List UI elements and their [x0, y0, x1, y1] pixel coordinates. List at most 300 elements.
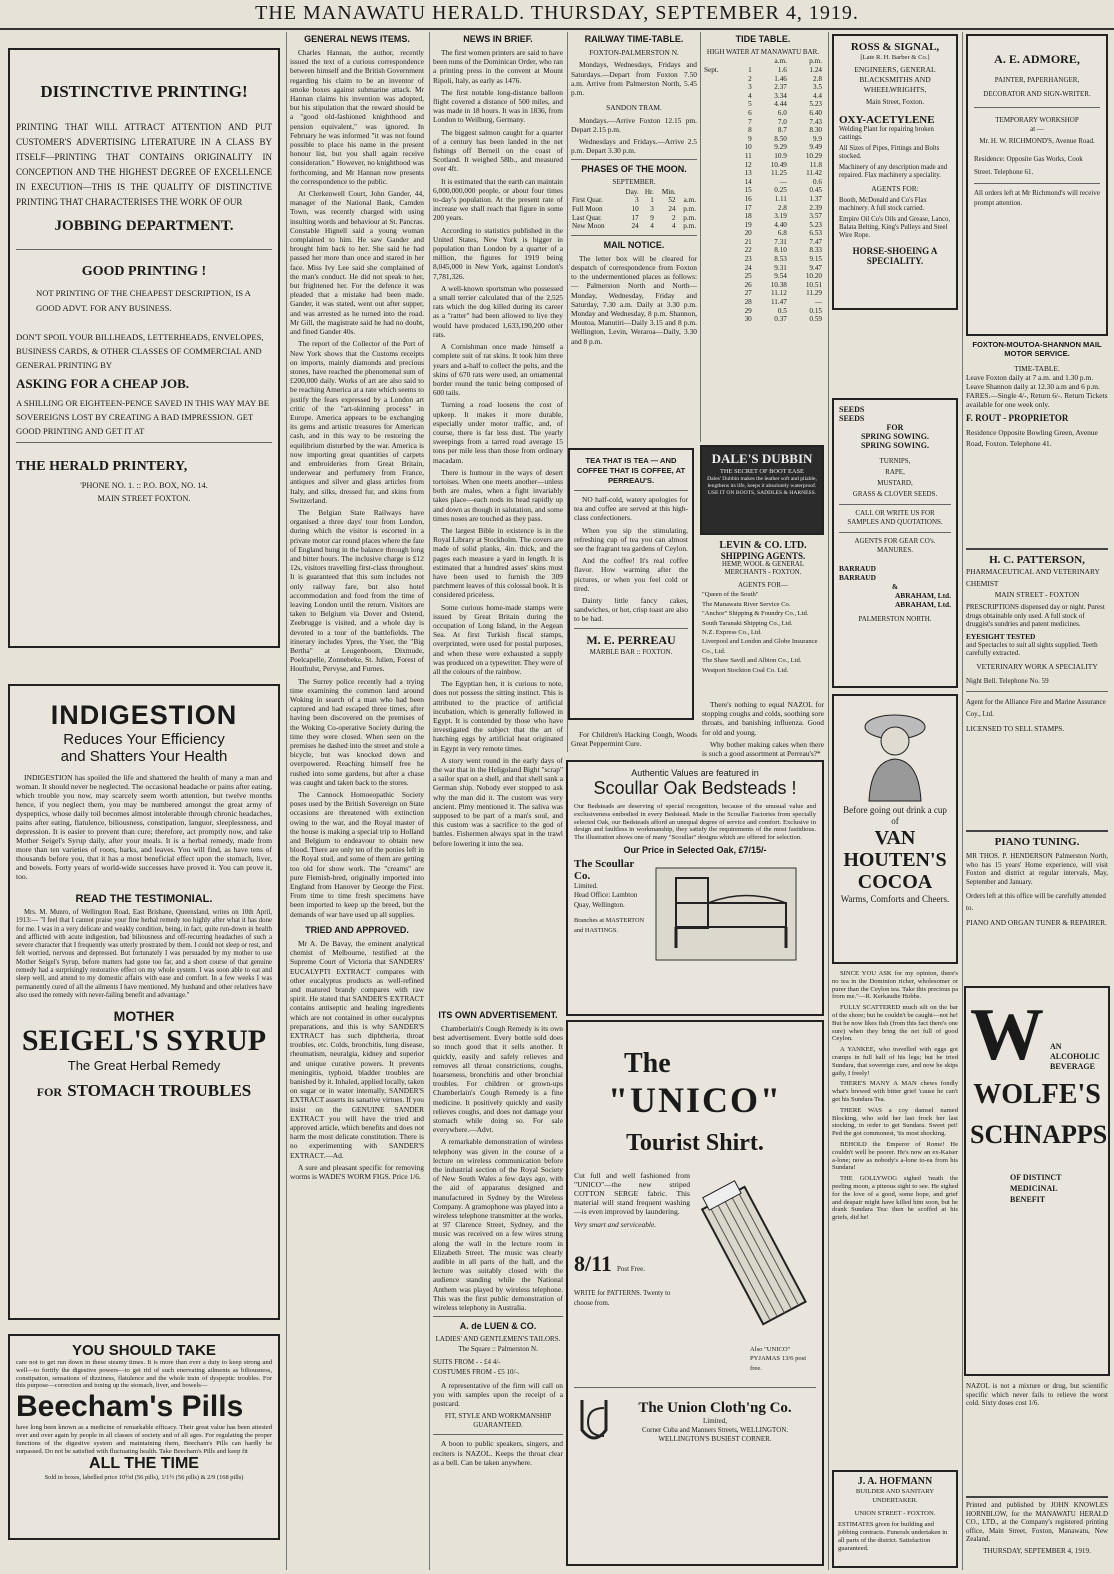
seeds-advert [832, 398, 958, 688]
tide-cell: 3.19 [774, 212, 787, 221]
levin-agent-item: The Manawatu River Service Co. [702, 600, 791, 608]
seeds-for: FOR [886, 423, 904, 432]
advt-heading: ITS OWN ADVERTISEMENT. [438, 1010, 558, 1020]
tide-cell: 3 [748, 83, 752, 92]
admore-richmond: Mr. H. W. RICHMOND'S, Avenue Road. [979, 136, 1095, 145]
tide-row [703, 118, 823, 127]
moon-cell: 4 [672, 222, 676, 231]
patterson-name: H. C. PATTERSON, [989, 554, 1085, 566]
tea-body: And the coffee! It's real coffee flavor. How warming after the pictures, or when you feel cold or tired. [574, 556, 688, 593]
hofmann-advert [832, 1470, 958, 1568]
beecham-advert [8, 1334, 280, 1540]
tide-cell: 9.9 [813, 134, 822, 143]
moon-cell: a.m. [683, 196, 696, 205]
moon-cell: 52 [668, 196, 676, 205]
hofmann-addr: UNION STREET - FOXTON. [854, 1509, 936, 1517]
tide-cell: 10.38 [770, 280, 787, 289]
save-text: A SHILLING OR EIGHTEEN-PENCE SAVED IN THIS WAY MAY BE SOVEREIGNS LOST BY CREATING A BAD IMPRESSION. GET GOOD PRINTING AND GET IT AT [16, 398, 269, 436]
news-brief-para: Turning a road loosens the cost of upkeep. It makes it more durable, especially under motor traffic, and, of course, there is far less dust. The yearly sweepings from a tarred road average 15 tons per mile less than those from ordinary macadam. [433, 400, 563, 465]
masthead-title: THE MANAWATU HERALD. THURSDAY, SEPTEMBER 4, 1919. [0, 2, 1114, 30]
vh-warms: Warms, Comforts and Cheers. [840, 894, 950, 904]
scoullar-office: Head Office: Lambton Quay, Wellington. [574, 891, 638, 909]
tide-row [703, 126, 823, 135]
news-brief-para: A Cornishman once made himself a complete suit of rat skins. It took him three years and a-half to collect the pelts, and the skins of 670 rats were used, an ornamental border round the tunic being composed of 600 tails. [433, 342, 563, 398]
tide-row [703, 298, 823, 307]
fit-text: FIT, STYLE AND WORKMANSHIP GUARANTEED. [444, 1411, 552, 1429]
tide-row [703, 92, 823, 101]
tide-cell: 11.29 [806, 289, 822, 298]
tide-cell: 11 [744, 151, 752, 160]
tide-cell [703, 204, 735, 213]
admore-res: Residence: Opposite Gas Works, Cook Street. Telephone 61. [974, 154, 1083, 176]
tide-cell: 2.8 [813, 74, 822, 83]
moon-col: Day. [625, 187, 639, 196]
seed-item: RAPE, [885, 468, 905, 476]
hofmann-body: ESTIMATES given for building and jobbing contracts. Funerals undertaken in all parts of the district. Satisfaction guaranteed. [838, 1521, 948, 1552]
general-news-para: The Cannock Homoeopathic Society poses used by the British Sovereign on State occasions are threatened with extinction owing to the war, and the Royal master of the house is making a special trip to Holland and Belgium to endeavour to obtain new blood. There are only ten of the ponies left in the Royal stud, and some of them are getting too old for show work. The "creams" are pure Flemish-bred, originally imported into England from Hanover by George the First. From time to time fresh specimens have been imported to keep up the breed, but the demands of war have used up all supplies. [290, 790, 424, 919]
tide-cell [703, 272, 735, 281]
news-brief-para: The biggest salmon caught for a quarter of a century has been landed in the net fishings off Berneil on the coast of Scotland. It weighed 58lb., and measured over 4ft. [433, 127, 563, 174]
moon-cell: 24 [631, 222, 639, 231]
tide-cell: 0.25 [774, 186, 787, 195]
admore-sub: PAINTER, PAPERHANGER, DECORATOR AND SIGN-WRITER. [983, 76, 1091, 98]
general-news-para: The Belgian State Railways have organised a three days' tour from London, during which the visitor is escorted in a private motor car round places where the fate of England hung in the balance through long and bitter hours. The inclusive charge is £12 12s, visitors travelling first-class throughout. It is guaranteed that this sum includes not only railway fare, but also hotel accommodation and food from the time of leaving London until the return. Visitors are taken to Belgium via Dover and Ostend, Zeebrugge is visited, and a whole day is devoted to a tour of the battlefields. The itinerary includes Ypres, the Yser, the "Big Bertha" at Leugenboom, Dixmude, Poelcapelle, Zonnebeke, St. Julien, Forest of Houthulst, Pervyse, and Furnes. [290, 507, 424, 674]
mail-service-res: Residence Opposite Bowling Green, Avenue Road, Foxton. Telephone 41. [966, 428, 1098, 449]
union-co: The Union Cloth'ng Co. [638, 1399, 792, 1416]
tide-cell: 1.24 [809, 66, 822, 74]
scoullar-pre: Authentic Values are featured in [631, 768, 759, 778]
nazol-block [702, 700, 824, 759]
tide-row [703, 186, 823, 195]
tide-cell: 4 [748, 91, 752, 100]
patterson-agent: Agent for the Alliance Fire and Marine Assurance Coy., Ltd. [966, 697, 1106, 718]
tide-cell [703, 75, 735, 84]
tide-cell: 3.57 [809, 212, 822, 221]
tide-cell: 5.23 [809, 100, 822, 109]
tide-cell: 8.33 [809, 246, 822, 255]
tide-cell: 7.43 [809, 117, 822, 126]
beecham-heading: YOU SHOULD TAKE [72, 1342, 216, 1359]
tide-cell: 8.53 [774, 255, 787, 264]
column-4 [571, 32, 697, 452]
snippet: THERE WAS a coy damsel named Blocking, who sold her last frock her last stocking, in order to get Sundara. Sweet pet! Ped the got commonest, 'tis most shocking. [832, 1106, 958, 1138]
tide-cell [703, 238, 735, 247]
lady-illustration [839, 701, 951, 801]
piano-tuner: PIANO AND ORGAN TUNER & REPAIRER. [966, 918, 1107, 928]
tram-heading: SANDON TRAM. [606, 103, 662, 113]
tide-cell [703, 169, 735, 178]
deluen-sub: LADIES' AND GENTLEMEN'S TAILORS. [435, 1335, 561, 1344]
ross-addr: Main Street, Foxton. [866, 98, 924, 107]
moon-cell: p.m. [683, 213, 696, 222]
printing-body: PRINTING THAT WILL ATTRACT ATTENTION AND PUT CUSTOMER'S ADVERTISING LITERATURE IN A CLASS BY ITSELF—PRINTING THAT CONTAINS ORIGINALITY IN CONCEPTION AND THE HIGHEST DEGREE OF EXCELLENCE IN EXECUTION—THIS IS THE QUALITY OF DISTINCTIVE PRINTING THAT CHARACTERISES THE WORK OF OUR [16, 122, 272, 207]
tide-row [703, 75, 823, 84]
column-1 [8, 32, 280, 1540]
tide-row [703, 178, 823, 187]
tide-cell: 4.4 [813, 91, 822, 100]
tide-cell: 9.31 [774, 263, 787, 272]
hofmann-name: J. A. HOFMANN [857, 1476, 933, 1487]
tide-row [703, 161, 823, 170]
tide-cell: 13 [744, 169, 752, 178]
tide-cell: 7 [748, 117, 752, 126]
tide-cell [703, 161, 735, 170]
patterson-eyes-body: and Spectacles to suit all sights supplied. Teeth carefully extracted. [966, 640, 1098, 658]
general-news-para: Charles Hannan, the author, recently issued the text of a curious correspondence between himself and the British Government regarding his claim to be an inventor of smoke boxes against submarine attack. Mr Hannan claims his invention was adopted, but his stipulation that the reward should be a "good old-fashioned knighthood and pension equivalent," was ignored. In February he was informed "it was not found possible to place his name in the present honour list, but you shall again receive consideration." However, no knighthood was forthcoming, and Mr Hannan now presents the correspondence to the public. [290, 48, 424, 186]
tide-row [703, 246, 823, 255]
news-brief-para: It is estimated that the earth can maintain 6,000,000,000 people, or about four times to-day's population. At the present rate of increase we shall reach that figure in some 200 years. [433, 176, 563, 223]
snippet: BEHOLD the Emperor of Rome! He couldn't well be poorer. He's now an ex-Kaiser a-lone; now as nobody's a-lone to-ea from his Sundara! [832, 1140, 958, 1172]
unico-also: Also "UNICO" PYJAMAS 13/6 post free. [750, 1346, 807, 1372]
hacking-block [571, 730, 697, 750]
unico-smart: Very smart and serviceable. [574, 1220, 657, 1229]
tide-cell: — [814, 298, 822, 307]
admore-temp: TEMPORARY WORKSHOP [995, 116, 1079, 124]
tide-row [703, 264, 823, 273]
tide-cell: 29 [744, 306, 752, 315]
tide-cell: 4.44 [774, 100, 787, 109]
piano-orders: Orders left at this office will be carefully attended to. [966, 892, 1106, 913]
tide-cell: 4.40 [774, 220, 787, 229]
tide-cell: 7.47 [809, 237, 822, 246]
tram-line1: Mondays.—Arrive Foxton 12.15 pm. Depart 2.15 p.m. [571, 115, 697, 134]
tide-cell: 9.54 [774, 272, 787, 281]
admore-advert [966, 34, 1108, 336]
tide-cell: 0.37 [774, 315, 787, 324]
tide-cell: 9.47 [809, 263, 822, 272]
oxy-heading: OXY-ACETYLENE [839, 113, 935, 126]
tide-cell: 11.12 [770, 289, 787, 298]
tide-cell: 9.15 [809, 255, 822, 264]
tide-cell: 16 [744, 194, 752, 203]
snippets [832, 970, 958, 1310]
scoullar-body: Our Bedsteads are deserving of special recognition, because of the unusual value and exclusiveness embodied in every Bedstead. Made in the Scoullar Factories from specially selected Oak, our Bedsteads afford an unequal degree of service and comfort. Exclusive in design and faultless in workmanship, they satisfy the requirements of the most fastidious. The illustration shows one of many "Scoullar" designs which are offered for selection. [574, 803, 816, 842]
moon-table [571, 188, 697, 231]
nazol-speakers: A boon to public speakers, singers, and reciters is NAZOL. Keeps the throat clear as a bell. Can be taken anywhere. [433, 1439, 563, 1467]
levin-name: LEVIN & CO. LTD. [719, 540, 807, 551]
tide-cell: 2.39 [809, 203, 822, 212]
admore-at: at — [1030, 125, 1044, 134]
tide-cell: 0.15 [809, 306, 822, 315]
good-printing-body: NOT PRINTING OF THE CHEAPEST DESCRIPTION, IS A GOOD ADVT. FOR ANY BUSINESS. [36, 288, 251, 313]
tide-row [703, 272, 823, 281]
suits-price: SUITS FROM - - £4 4/- [433, 1358, 501, 1367]
hofmann-sub: BUILDER AND SANITARY UNDERTAKER. [855, 1488, 935, 1505]
mail-service-fares: FARES.—Single 4/-, Return 6/-. Return Tickets available for one week only. [966, 391, 1108, 410]
ross-agent1: Booth, McDonald and Co's Flax machinery. A full stock carried. [839, 197, 927, 213]
tide-row [703, 143, 823, 152]
dubbin-name: DALE'S DUBBIN [711, 451, 813, 466]
tea-body: NO half-cold, watery apologies for tea and coffee are served at this high-class confectioners. [574, 495, 688, 523]
abraham-2: ABRAHAM, Ltd. [894, 599, 951, 609]
beecham-name: Beecham's Pills [16, 1390, 244, 1424]
tide-row [703, 212, 823, 221]
tide-cell: 21 [744, 237, 752, 246]
scoullar-co: The Scoullar Co. [574, 857, 635, 882]
tide-column [703, 32, 823, 442]
dubbin-advert [700, 445, 824, 535]
patterson-body: PRESCRIPTIONS dispensed day or night. Purest drugs obtainable only used. A full stock of druggist's sundries and patent medicines. [966, 603, 1105, 629]
moon-cell: 4 [650, 222, 654, 231]
tide-cell: 8.50 [774, 134, 787, 143]
tide-row [703, 100, 823, 109]
tide-cell [703, 307, 735, 316]
nazol2-body: NAZOL is not a mixture or drug, but scientific specific which never fails to relieve the worst cold. Sixty doses cost 1/6. [966, 1382, 1108, 1408]
tide-cell [703, 229, 735, 238]
tide-cell: 11.25 [770, 169, 787, 178]
mail-body: The letter box will be cleared for despatch of correspondence from Foxton to the undermentioned places as follows:— Palmerston North and North—Monday, Wednesday, Friday and Saturday, 7.30 a.m. Daily at 3.30 p.m. Monday and Wednesday, 8 p.m. Shannon, Moutoa, Manutiri—Daily 3.15 and 8 p.m. Wellington, Levin, Weraroa—Daily, 3.30 and 8 p.m. [571, 253, 697, 346]
tide-table [703, 57, 823, 323]
tide-cell: 19 [744, 220, 752, 229]
patterson-advert [966, 548, 1108, 828]
ross-trades: ENGINEERS, GENERAL BLACKSMITHS AND WHEELWRIGHTS, [854, 65, 936, 95]
mail-service [966, 338, 1108, 548]
tide-row [703, 307, 823, 316]
tram-line2: Wednesdays and Fridays.—Arrive 2.5 p.m. Depart 3.30 p.m. [571, 137, 697, 156]
scoullar-ltd: Limited. [574, 881, 598, 890]
general-news-para: At Clerkenwell Court, John Gander, 44, manager of the National Bank, Camden Town, was recently charged with using insulting words and behaviour at St. Pancras. Constable Hignell said a young woman complained to him. He saw Gander and brought him back to her. She said he had passed her more than once and stared in her face. Miss Ivy Lee said she complained of the man's conduct. He did not speak to her, but frightened her. For the defence it was pleaded that a mistake had been made. Gander, it was stated, went out after supper, and was arrested as he turned into the road. Mr Gill, the magistrate said he had no doubt, and fined Gander 40s. [290, 189, 424, 337]
worm-figs: A sure and pleasant specific for removing worms is WADE'S WORM FIGS. Price 1/6. [290, 1162, 424, 1181]
news-brief-para: A story went round in the early days of the war that in the Heligoland Bight "scrap" a sailor spat on a shell, and that shell sank a German ship. Nobody ever stopped to ask why the man did it. The custom was very ancient. Plmy mentioned it. The saliva was supposed to be part of a man's soul, and this custom was a sacrifice to the god of battles. Fishermen always spat in the trawl before lowering it into the sea. [433, 755, 563, 848]
levin-sub2: HEMP, WOOL & GENERAL MERCHANTS - FOXTON. [722, 561, 804, 576]
seeds-amp: & [891, 581, 899, 591]
tried-body: Mr A. De Bavay, the eminent analytical chemist of Melbourne, testified at the Supreme Court of Victoria that SANDERS' EUCALYPTI EXTRACT compares with other eucalyptus products as well-refined and matured brandy compares with raw spirit. He stated that SANDER'S EXTRACT contains antiseptic and healing ingredients which are not contained in other eucalyptus preparations, and this is why SANDER'S EXTRACT has such diphtheria, throat troubles, etc. Colds, bronchitis, lung disease, rheumatism, neuralgia, kidney and superior and unique curative powers. It prevents meningitis, typhoid, bladder troubles are banished by it. Inhaled, applied locally, taken on sugar or in water internally, SANDER'S EXTRACT asserts its sanative virtues. If you insist on the GENUINE SANDER EXTRACT you will have the tried and approved article, which benefits and does not harm the most delicate constitution. There is no experimenting with SANDER'S EXTRACT.—Ad. [290, 938, 425, 1160]
tide-cell: 10.51 [805, 280, 822, 289]
indigestion-advert [8, 684, 280, 1320]
moon-cell: 2 [672, 213, 676, 222]
barraud-1: BARRAUD [839, 563, 876, 573]
vh-cocoa: COCOA [857, 871, 933, 893]
tide-row [703, 289, 823, 298]
levin-agent-item: "Queen of the South" [702, 591, 759, 599]
tide-cell [703, 246, 735, 255]
patterson-night: Night Bell. Telephone No. 59 [966, 677, 1049, 686]
tide-cell: Sept. [704, 66, 719, 74]
union-corner: WELLINGTON'S BUSIEST CORNER. [658, 1435, 772, 1444]
wolfe-advert [964, 986, 1110, 1376]
tea-body: When you sip the stimulating, refreshing cup of tea you can almost see the fragrant tea gardens of Ceylon. [574, 525, 688, 554]
vh-name: VAN HOUTEN'S [843, 827, 947, 871]
moon-cell: 3 [635, 196, 639, 205]
tide-cell [703, 135, 735, 144]
piano-advert [966, 830, 1108, 982]
printing-heading: DISTINCTIVE PRINTING! [40, 82, 248, 101]
tide-cell: 8.7 [777, 126, 787, 135]
seeds-h1: SEEDS [839, 405, 865, 414]
unico-the: The [624, 1048, 671, 1079]
tide-cell [703, 83, 735, 92]
unico-write: WRITE for PATTERNS. Twenty to choose from. [574, 1290, 671, 1307]
tide-cell: 7.0 [777, 117, 787, 126]
tea-body: Dainty little fancy cakes, sandwiches, or hot, crisp toast are also to be had. [574, 596, 688, 624]
levin-agent-item: The Shaw Savill and Albion Co., Ltd. [702, 657, 802, 665]
scoullar-branches: Branches at MASTERTON and HASTINGS. [574, 917, 645, 934]
tide-cell: 26 [744, 280, 752, 289]
wireless-body: A remarkable demonstration of wireless telephony was given in the course of a lecture on wireless communication before the industrial section of the Royal Society of New South Wales a few days ago, with the aid of apparatus designed and manufactured in Sydney by the Wireless Company. A gramophone was played into a wireless telephone transmitter at the works, at 97 Clarence Street, Sydney, and the music was received on a few wires strung along the wall in the lecture room in Elizabeth Street. The music was clearly audible in all parts of the hall, and the lecture was suitably closed with the audience standing while the National Anthem was played by wireless telephone. This was the first public demonstration of wireless telephony in Australia. [433, 1137, 563, 1313]
moon-cell: p.m. [683, 205, 696, 214]
wolfe-of: OF DISTINCT MEDICINAL BENEFIT [1010, 1173, 1062, 1204]
tide-cell: 3.34 [774, 91, 787, 100]
union-addr: Corner Cuba and Manners Streets, WELLINGTON. [641, 1426, 789, 1435]
tide-cell [703, 143, 735, 152]
tide-cell: 2.8 [777, 203, 787, 212]
nazol-body: There's nothing to equal NAZOL for stopping coughs and colds, soothing sore throats, and banishing influenza. Good for old and young. [702, 700, 824, 737]
unico-post: Post Free. [617, 1265, 645, 1274]
tide-row [703, 195, 823, 204]
mother-label: MOTHER [113, 1008, 175, 1025]
levin-agents: AGENTS FOR— [738, 581, 788, 589]
news-brief-para: According to statistics published in the United States, New York is bigger in population than London by a quarter of a million, the figures for 1919 being 8,045,000 in New York, against London's 7,781,326. [433, 225, 563, 281]
news-brief-para: There is humour in the ways of desert tortoises. When one meets another—unless both are males, when a fight invariably takes place—each nods its head rapidly up and down as though in salutation, and some times noses are touched as they pass. [433, 467, 563, 523]
tide-cell: 10.49 [770, 160, 787, 169]
unico-name: "UNICO" [608, 1080, 782, 1120]
column-3-lower [433, 1008, 563, 1568]
horse-shoeing: HORSE-SHOEING A SPECIALITY. [852, 246, 938, 267]
seed-item: GRASS & CLOVER SEEDS. [852, 490, 938, 498]
levin-advert [702, 540, 824, 720]
tide-cell: 15 [744, 186, 752, 195]
vanhouten-advert [832, 694, 958, 964]
news-brief-heading: NEWS IN BRIEF. [463, 34, 533, 44]
printing-advert [8, 48, 280, 648]
tide-row [703, 109, 823, 118]
unico-shirt: Tourist Shirt. [626, 1130, 764, 1156]
levin-agent-item: Westport Stockton Coal Co. Ltd. [702, 666, 789, 674]
seeds-h2: SEEDS [839, 414, 865, 423]
tide-row [703, 229, 823, 238]
scoullar-name: Scoullar Oak Bedsteads ! [593, 778, 797, 798]
tide-cell: 8 [748, 126, 752, 135]
perreau-name: M. E. PERREAU [586, 632, 676, 647]
tide-cell: 0.45 [809, 186, 822, 195]
railway-route: FOXTON-PALMERSTON N. [589, 48, 679, 57]
tide-cell: 1.37 [809, 194, 822, 203]
tide-cell [703, 186, 735, 195]
patterson-eyes: EYESIGHT TESTED [966, 631, 1036, 641]
piano-heading: PIANO TUNING. [994, 836, 1080, 848]
general-news-para: The report of the Collector of the Port of New York shows that the Customs receipts on imports, mainly diamonds and precious stones, have reached the phenomenal sum of £200,000 daily. Works of art are also said to be reaching America at a rate which seems to justify the fears expressed by a London art critic of the "art-skinning process" in Europe. America appears to be exchanging its gems and artistic treasures for American cash, and in this way to be restoring the equilibrium disturbed by the war. America is now importing great quantities of carpets and embroideries from Great Britain, underwear and perfumery from France, antiques and silver and glass articles from Italy, and silks, dressed fur, and skins from Switzerland. [290, 339, 424, 505]
column-2 [290, 32, 424, 1570]
barraud-2: BARRAUD [839, 572, 876, 582]
nazol2-block [966, 1382, 1108, 1430]
spring-1: SPRING SOWING. [860, 432, 929, 441]
unico-advert [566, 1020, 824, 1566]
scoullar-advert [566, 760, 824, 1016]
tide-row [703, 83, 823, 92]
levin-agent-item: South Taranaki Shipping Co., Ltd. [702, 619, 793, 627]
patterson-sub: PHARMACEUTICAL AND VETERINARY CHEMIST [966, 567, 1100, 588]
scoullar-price: Our Price in Selected Oak, £7/15/- [623, 844, 767, 855]
ross-mach: Machinery of any description made and repaired. Flax machinery a speciality. [839, 163, 948, 179]
tide-row [703, 221, 823, 230]
moon-cell: Full Moon [572, 205, 603, 214]
tide-cell: 20 [744, 229, 752, 238]
tide-cell: 14 [744, 177, 752, 186]
seeds-agents: AGENTS FOR GEAR CO's. MANURES. [854, 536, 936, 555]
tide-cell [703, 118, 735, 127]
ross-agent2: Empire Oil Co's Oils and Grease, Lanco, Balata Belting, King's Pulleys and Steel Wire Rope. [839, 216, 951, 240]
bedstead-illustration [646, 858, 806, 966]
tide-cell: 11.47 [770, 298, 787, 307]
tide-cell: 2.37 [774, 83, 787, 92]
tide-cell: 3.5 [813, 83, 822, 92]
tide-cell: 6.0 [777, 108, 787, 117]
tide-row [703, 255, 823, 264]
tide-cell [703, 264, 735, 273]
testimonial-body: Mrs. M. Munro, of Wellington Road, East Brisbane, Queensland, writes on 10th April, 1913:— "I feel that I cannot praise your fine herbal remedy too highly after what it has done for me. I was in a very delicate and weakly condition, being, in fact, quite run-down in health and afflicted with acute indigestion, bad biliousness and off-recurring headaches of such a severe character that I frequently was utterly prostrated by them. I could not sleep or rest, and felt worried, nervous and depressed. But fortunately I was persuaded by my mother to use Mother Seigel's Syrup, before matters had gone too far, and a short course of that genuine remedy had a surprisingly restorative effect on my whole system. I was soon able to eat and sleep well, and attend to my domestic affairs with ease and comfort. In a few weeks I was permanently cured of all the ailments I have mentioned. My husband and other relatives have also used the remedy with never-failing benefit and advantage." [16, 909, 272, 999]
tide-cell [703, 195, 735, 204]
cheap-job: ASKING FOR A CHEAP JOB. [16, 376, 189, 391]
unico-body: Cut full and well fashioned from "UNICO"—the new striped COTTON SERGE fabric. This material will stand frequent washing—is even improved by laundering. [574, 1171, 690, 1216]
tide-cell: 17 [744, 203, 752, 212]
patterson-licensed: LICENSED TO SELL STAMPS. [966, 723, 1065, 733]
moon-cell: 3 [650, 205, 654, 214]
indigestion-sub1: Reduces Your Efficiency [63, 731, 225, 748]
spoil-text: DON'T SPOIL YOUR BILLHEADS, LETTERHEADS, ENVELOPES, BUSINESS CARDS, & OTHER CLASSES OF COMMERCIAL AND GENERAL PRINTING BY [16, 332, 264, 370]
testimonial-heading: READ THE TESTIMONIAL. [75, 893, 213, 905]
tide-cell: 0.5 [777, 306, 787, 315]
indigestion-heading: INDIGESTION [50, 700, 238, 730]
deluen-name: A. de LUEN & CO. [459, 1321, 537, 1332]
printery-name: THE HERALD PRINTERY, [16, 459, 188, 474]
tide-cell [703, 212, 735, 221]
tide-cell [703, 109, 735, 118]
tide-cell: 1 [748, 66, 752, 74]
perreau-addr: MARBLE BAR :: FOXTON. [589, 647, 673, 656]
tide-cell: 10 [744, 143, 752, 152]
dubbin-small: Dales' Dubbin makes the leather soft and pliable, lengthens its life, keeps it absolutely waterproof. USE IT ON BOOTS, SADDLES & HARNESS. [707, 476, 817, 496]
imprint-date: THURSDAY, SEPTEMBER 4, 1919. [983, 1546, 1091, 1555]
news-brief-para: The Egyptian hen, it is curious to note, does not possess the sitting instinct. This is attributed to the practice of artificial incubation, which is generally followed in Egypt. It is contended by those who have investigated the subject that the art of hatching eggs by artificial heat originated in Egypt in very remote times. [433, 679, 563, 753]
tide-cell [703, 298, 735, 307]
tide-row [703, 152, 823, 161]
tide-cell: 2 [748, 74, 752, 83]
tide-cell [703, 221, 735, 230]
news-brief-para: The first notable long-distance balloon flight covered a distance of 500 miles, and was made in 18 hours. It was in 1836, from London to Weilburg, Germany. [433, 87, 563, 125]
tried-heading: TRIED AND APPROVED. [305, 924, 409, 935]
tide-cell: 8.10 [774, 246, 787, 255]
seigels-syrup: SEIGEL'S SYRUP [21, 1024, 267, 1058]
snippet: THE GOLLYWOG sighed 'neath the peeling moon, a piteous sight to see. He sighed for the love of a good, some hope, and grief and despair might have killed him soon, but he drank Sundara Tea: then he scoffed at his griefs, did he! [832, 1175, 958, 1222]
patterson-addr: MAIN STREET - FOXTON [994, 590, 1080, 599]
printery-street: MAIN STREET FOXTON. [97, 494, 191, 504]
tide-cell [703, 152, 735, 161]
tide-cell: 6.53 [809, 229, 822, 238]
tide-col: p.m. [809, 57, 822, 66]
shirt-illustration [690, 1171, 816, 1341]
levin-agent-item: Liverpool and London and Globe Insurance Co., Ltd. [702, 638, 818, 655]
moon-col: Hr. [644, 187, 654, 196]
ross-name: ROSS & SIGNAL, [850, 41, 940, 53]
tide-cell: 9.29 [774, 143, 787, 152]
for-label: FOR [36, 1085, 63, 1100]
tide-cell: 24 [744, 263, 752, 272]
snippet: THERE'S MANY A MAN chews fondly what's brewed with bitter grief 'cause he can't get his Sundara Tea. [832, 1080, 958, 1103]
tide-cell: 5 [748, 100, 752, 109]
tea-advert [568, 448, 694, 720]
railway-body: Mondays, Wednesdays, Fridays and Saturdays.—Depart from Foxton 7.50 a.m. Arrive from Palmerston North, 5.45 p.m. [571, 60, 697, 98]
tide-cell: 22 [744, 246, 752, 255]
wolfe-w: W [970, 994, 1044, 1076]
tide-cell: — [779, 177, 787, 186]
tide-cell: 6.8 [777, 229, 787, 238]
ross-agents: AGENTS FOR: [871, 183, 919, 193]
tide-cell: 9 [748, 134, 752, 143]
wolfe-alc: AN ALCOHOLIC BEVERAGE [1050, 1042, 1100, 1071]
news-brief-para: The first women printers are said to have been nuns of the Dominican Order, who ran a printing press in the convent at Mount Ripoli, Italy, as early as 1476. [433, 48, 563, 85]
admore-name: A. E. ADMORE, [994, 52, 1080, 66]
mail-heading: MAIL NOTICE. [603, 239, 665, 250]
